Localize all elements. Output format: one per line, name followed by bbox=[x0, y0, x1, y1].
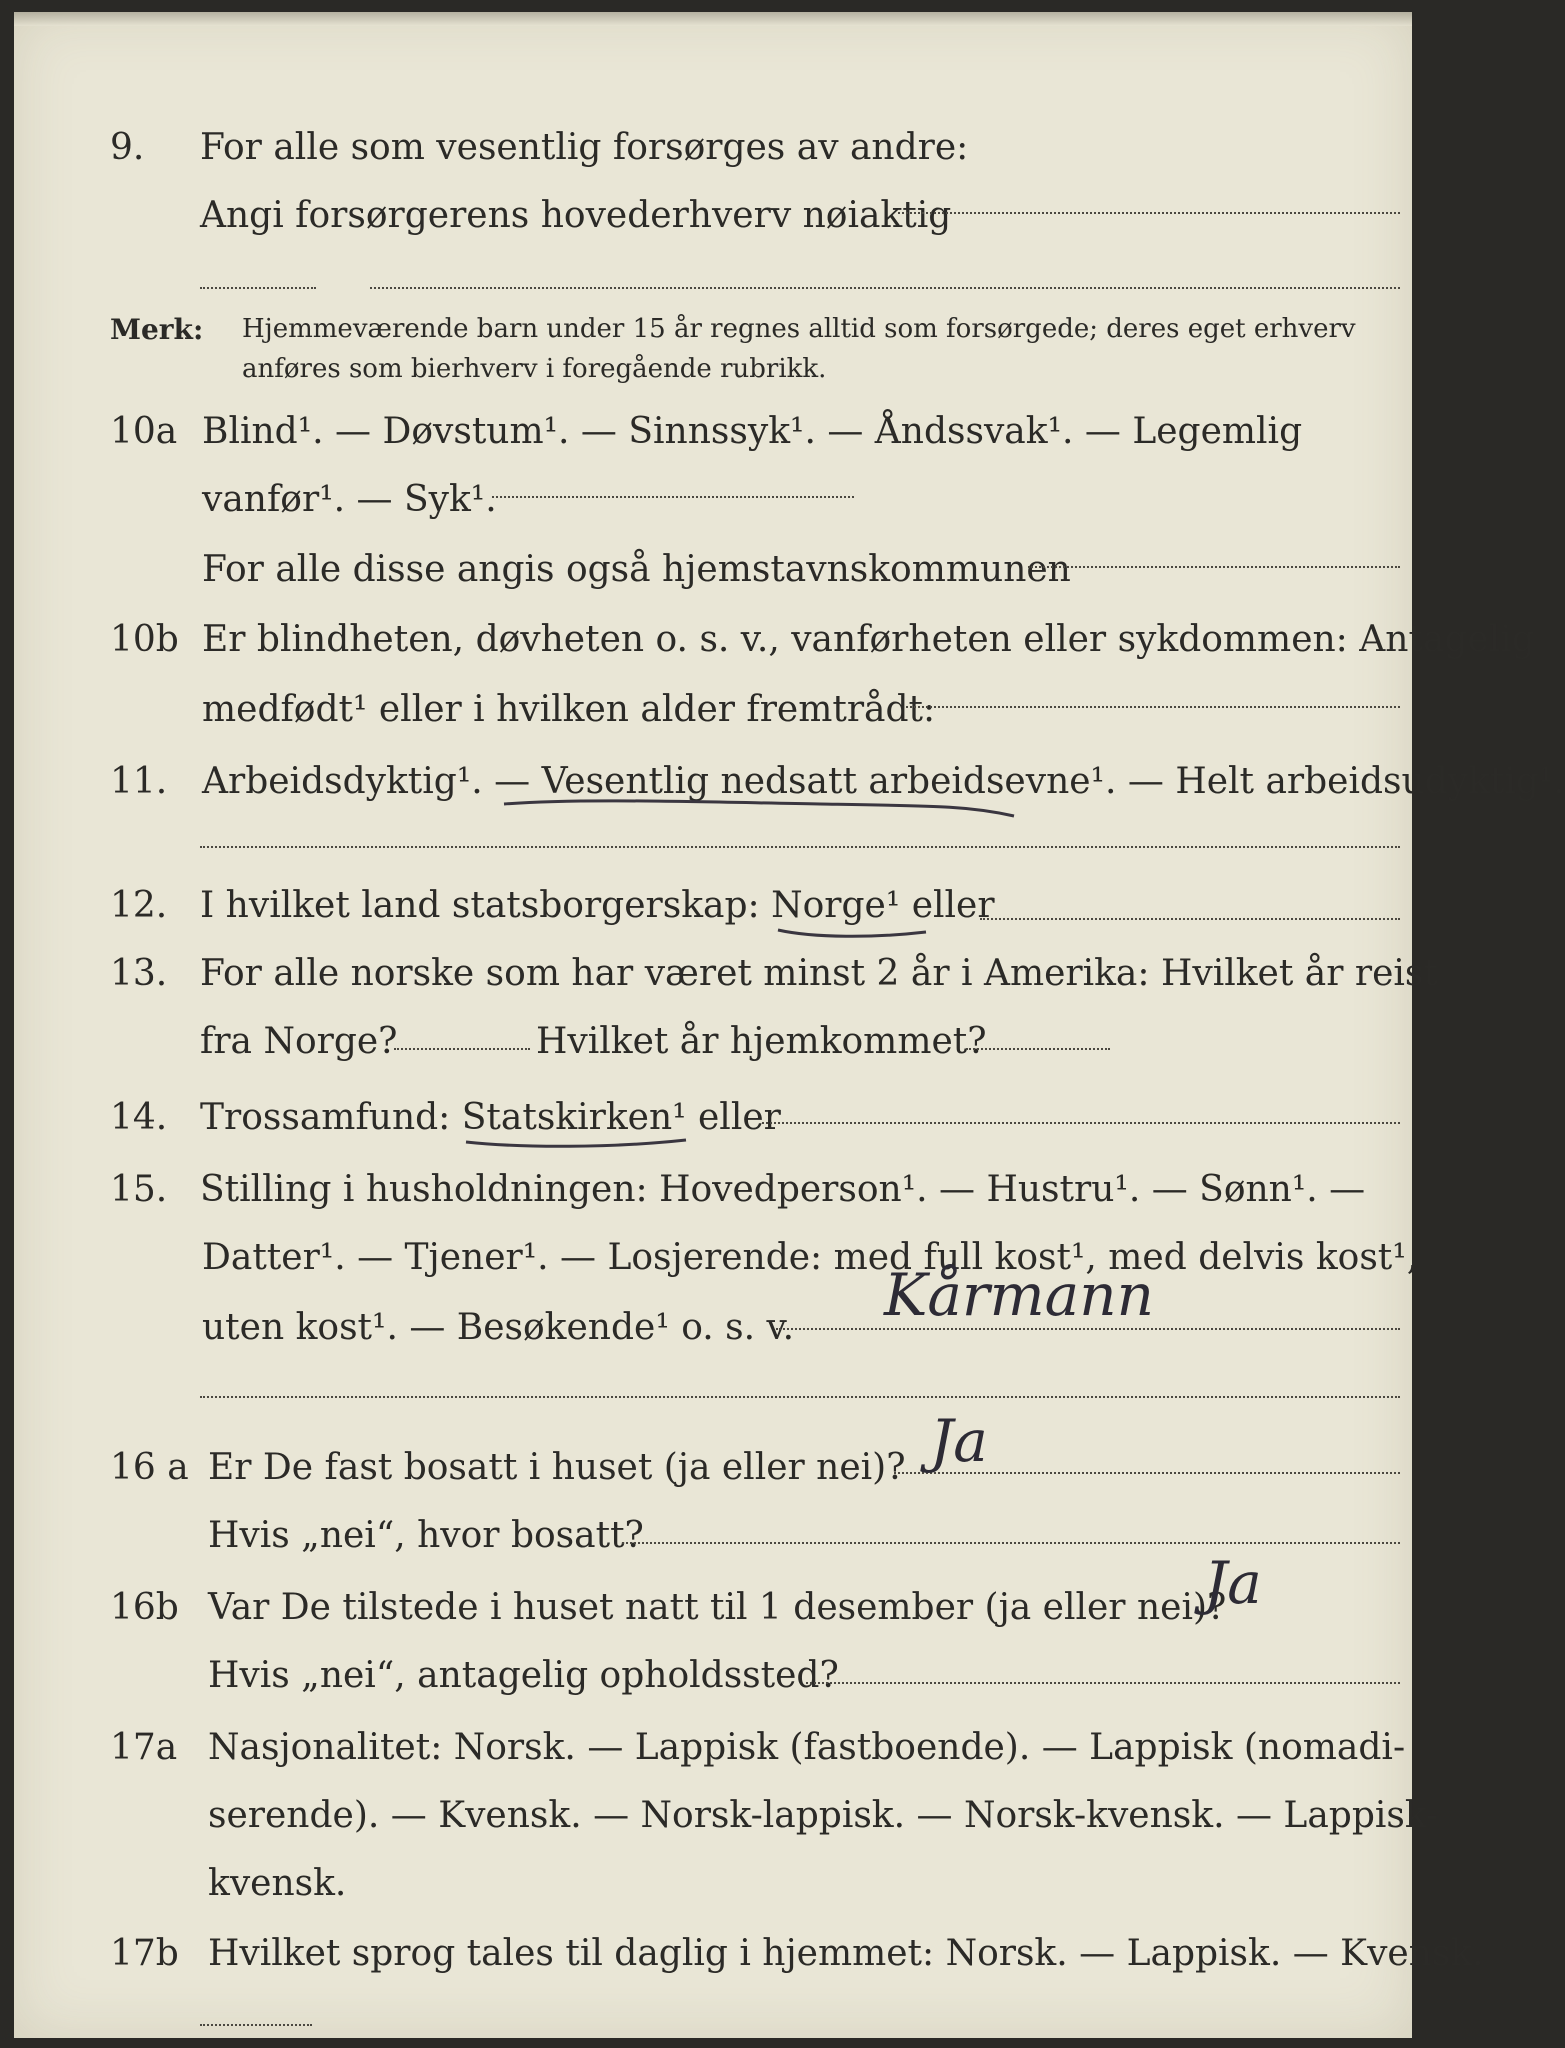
merk-line2: anføres som bierhverv i foregående rubrikk. bbox=[242, 354, 827, 384]
q14-handwritten-underline bbox=[462, 1134, 692, 1154]
q12-number: 12. bbox=[110, 885, 168, 926]
q11-number: 11. bbox=[110, 761, 168, 802]
q17a-line1: Nasjonalitet: Norsk. — Lappisk (fastboende). — Lappisk (nomadi- bbox=[208, 1727, 1406, 1768]
q13-departure-line[interactable] bbox=[394, 1048, 530, 1050]
q15-line2: Datter¹. — Tjener¹. — Losjerende: med full kost¹, med delvis kost¹, bbox=[202, 1237, 1419, 1278]
q16b-location-line[interactable] bbox=[806, 1682, 1400, 1684]
q10a-line2: vanfør¹. — Syk¹. bbox=[202, 479, 497, 520]
q15-line3: uten kost¹. — Besøkende¹ o. s. v. bbox=[202, 1307, 795, 1348]
q16b-line2: Hvis „nei“, antagelig opholdssted? bbox=[208, 1655, 839, 1696]
q15-number: 15. bbox=[110, 1169, 168, 1210]
q16a-handwritten-answer: Ja bbox=[930, 1407, 988, 1475]
q13-line2b: Hvilket år hjemkommet? bbox=[536, 1021, 987, 1062]
q9-number: 9. bbox=[110, 127, 145, 168]
scan-edge bbox=[14, 12, 1412, 26]
q14-answer-line[interactable] bbox=[762, 1122, 1400, 1124]
q15-handwritten-answer: Kårmann bbox=[884, 1261, 1154, 1329]
q12-handwritten-underline bbox=[774, 922, 934, 942]
q16a-line2: Hvis „nei“, hvor bosatt? bbox=[208, 1515, 644, 1556]
q16b-line1: Var De tilstede i huset natt til 1 desember (ja eller nei)? bbox=[208, 1587, 1227, 1628]
q9-line2: Angi forsørgerens hovederhverv nøiaktig bbox=[200, 195, 952, 236]
q16a-line1: Er De fast bosatt i huset (ja eller nei)? bbox=[208, 1447, 906, 1488]
q16a-residence-line[interactable] bbox=[622, 1542, 1400, 1544]
q16b-number: 16b bbox=[110, 1587, 179, 1628]
q16a-number: 16 a bbox=[110, 1447, 189, 1488]
q16b-handwritten-answer: Ja bbox=[1204, 1549, 1262, 1617]
q10b-number: 10b bbox=[110, 619, 179, 660]
q10a-line3: For alle disse angis også hjemstavnskommunen bbox=[202, 549, 1071, 590]
q17a-line3: kvensk. bbox=[208, 1863, 347, 1904]
q10b-answer-line[interactable] bbox=[906, 706, 1400, 708]
q10a-number: 10a bbox=[110, 411, 178, 452]
q15-extra-line[interactable] bbox=[200, 1396, 1400, 1398]
q13-return-line[interactable] bbox=[966, 1048, 1110, 1050]
q10a-answer-line[interactable] bbox=[492, 496, 854, 498]
q17b-number: 17b bbox=[110, 1933, 179, 1974]
q12-line1: I hvilket land statsborgerskap: Norge¹ eller bbox=[200, 885, 995, 926]
q10b-line1: Er blindheten, døvheten o. s. v., vanførheten eller sykdommen: Antagelig bbox=[202, 619, 1535, 660]
q11-line1: Arbeidsdyktig¹. — Vesentlig nedsatt arbeidsevne¹. — Helt arbeidsudyktig¹. bbox=[202, 761, 1565, 802]
q17a-number: 17a bbox=[110, 1727, 178, 1768]
census-form-page bbox=[14, 12, 1565, 2038]
q11-handwritten-underline bbox=[500, 790, 1020, 820]
q17b-extra-line[interactable] bbox=[200, 2024, 312, 2026]
q13-number: 13. bbox=[110, 953, 168, 994]
q9-extra-line-a[interactable] bbox=[200, 287, 316, 289]
q13-line2a: fra Norge? bbox=[200, 1021, 398, 1062]
q13-line1: For alle norske som har været minst 2 år i Amerika: Hvilket år reist bbox=[200, 953, 1438, 994]
merk-label: Merk: bbox=[110, 313, 204, 346]
q14-number: 14. bbox=[110, 1097, 168, 1138]
q9-extra-line-b[interactable] bbox=[370, 287, 1400, 289]
q10a-hometown-line[interactable] bbox=[1028, 566, 1400, 568]
merk-line1: Hjemmeværende barn under 15 år regnes alltid som forsørgede; deres eget erhverv bbox=[242, 314, 1356, 344]
q15-line1: Stilling i husholdningen: Hovedperson¹. — Hustru¹. — Sønn¹. — bbox=[200, 1169, 1366, 1210]
q10a-line1: Blind¹. — Døvstum¹. — Sinnssyk¹. — Åndssvak¹. — Legemlig bbox=[202, 411, 1303, 452]
q11-extra-line[interactable] bbox=[200, 846, 1400, 848]
q10b-line2: medfødt¹ eller i hvilken alder fremtrådt: bbox=[202, 689, 936, 730]
q14-line1: Trossamfund: Statskirken¹ eller bbox=[200, 1097, 781, 1138]
q12-answer-line[interactable] bbox=[980, 918, 1400, 920]
q9-answer-line[interactable] bbox=[898, 212, 1400, 214]
q17b-line1: Hvilket sprog tales til daglig i hjemmet: Norsk. — Lappisk. — Kvensk. bbox=[208, 1933, 1484, 1974]
q17a-line2: serende). — Kvensk. — Norsk-lappisk. — Norsk-kvensk. — Lappisk- bbox=[208, 1795, 1439, 1836]
q9-line1: For alle som vesentlig forsørges av andre: bbox=[200, 127, 969, 168]
